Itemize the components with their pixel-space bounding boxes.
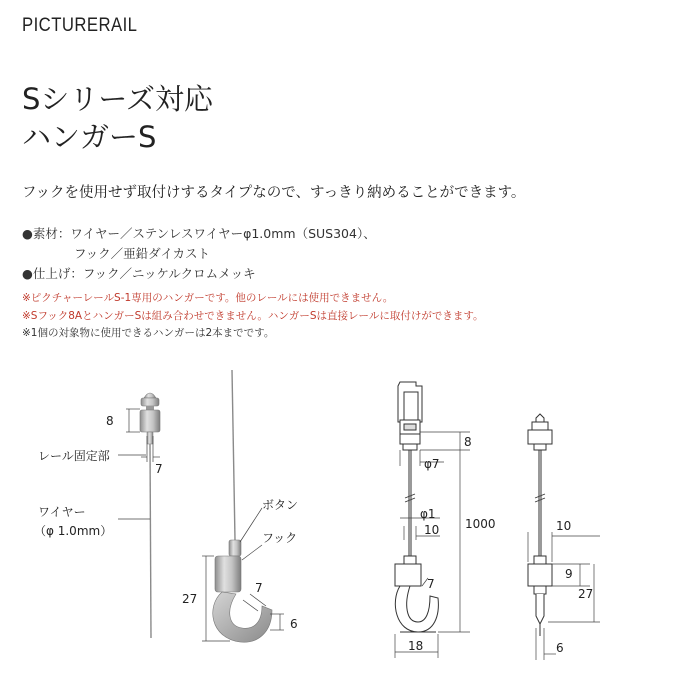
label-rail-fixing: レール固定部 — [38, 449, 110, 463]
dim-side-length: 1000 — [465, 517, 496, 531]
dim-photo2-gap: 7 — [255, 581, 263, 595]
note-item: ※1個の対象物に使用できるハンガーは2本までです。 — [22, 327, 275, 339]
front-view-drawing — [528, 414, 552, 636]
dim-front-width: 10 — [556, 519, 572, 533]
dim-side-width: 10 — [424, 523, 440, 537]
dim-side-cap: φ7 — [424, 457, 440, 471]
hanger-technical-drawing — [0, 370, 700, 690]
note-item: ※ピクチャーレールS-1専用のハンガーです。他のレールには使用できません。 — [22, 292, 394, 304]
note-item: ※Sフック8AとハンガーSは組み合わせできません。ハンガーSは直接レールに取付けができます。 — [22, 309, 484, 322]
title-line-1: Sシリーズ対応 — [22, 82, 213, 116]
spec-list — [22, 224, 376, 284]
spec-material: ●素材：ワイヤー／ステンレスワイヤーφ1.0mm（SUS304）、 — [22, 226, 376, 241]
spec-finish: ●仕上げ：フック／ニッケルクロムメッキ — [22, 266, 256, 281]
lead-text: フックを使用せず取付けするタイプなので、すっきり納めることができます。 — [22, 185, 526, 201]
spec-material-cont: フック／亜鉛ダイカスト — [74, 246, 211, 261]
page-title — [22, 80, 213, 156]
dim-photo2-tip: 6 — [290, 617, 298, 631]
dim-front-block: 9 — [565, 567, 573, 581]
title-line-2: ハンガーS — [22, 120, 157, 154]
label-wire-diameter: （φ 1.0mm） — [34, 524, 113, 538]
dim-photo2-height: 27 — [182, 592, 198, 606]
brand-name: PICTURERAIL — [22, 15, 138, 36]
dim-photo1-width: 7 — [155, 462, 163, 476]
dim-side-bottom: 18 — [408, 639, 424, 653]
dim-side-wire: φ1 — [420, 507, 436, 521]
dim-front-bottom: 6 — [556, 641, 564, 655]
dim-photo1-height: 8 — [106, 414, 114, 428]
dim-front-total: 27 — [578, 587, 594, 601]
notes-list — [22, 290, 484, 343]
dim-side-top: 8 — [464, 435, 472, 449]
label-button: ボタン — [262, 498, 299, 512]
photo-rail-fitting — [140, 393, 160, 638]
label-hook: フック — [262, 531, 298, 545]
label-wire: ワイヤー — [38, 505, 86, 519]
dim-side-gap: 7 — [427, 577, 435, 591]
